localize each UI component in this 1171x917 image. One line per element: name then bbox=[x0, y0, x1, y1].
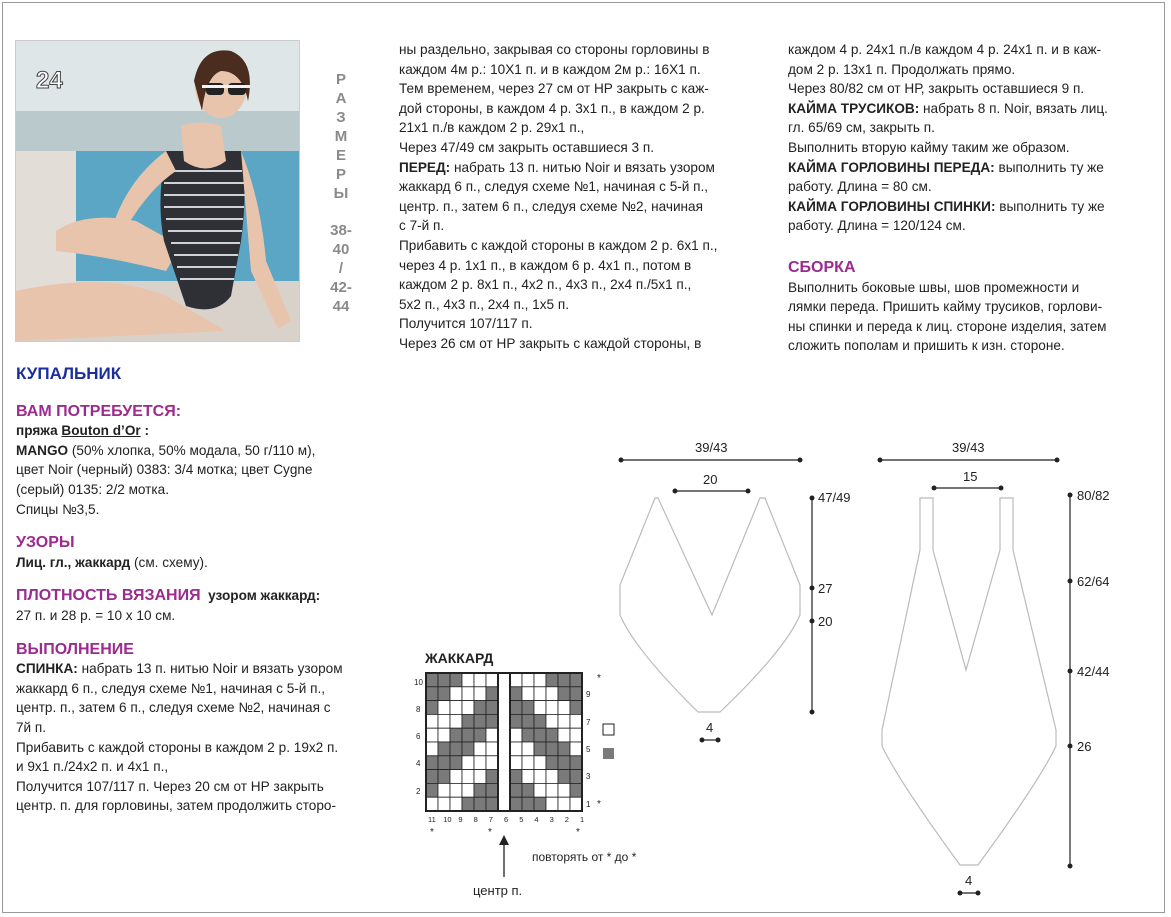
height-label: 62/64 bbox=[1077, 574, 1110, 589]
row-label: * bbox=[597, 799, 601, 810]
height-label: 20 bbox=[818, 614, 833, 629]
chart-cell bbox=[486, 673, 498, 687]
article-title: КУПАЛЬНИК bbox=[16, 364, 122, 383]
chart-cell bbox=[462, 673, 474, 687]
chart-cell bbox=[534, 701, 546, 715]
size-value: 44 bbox=[332, 298, 350, 315]
density-line: ПЛОТНОСТЬ ВЯЗАНИЯ узором жаккард: bbox=[16, 587, 321, 605]
width-label: 39/43 bbox=[695, 440, 728, 455]
chart-cell bbox=[462, 797, 474, 811]
back-text: и 9x1 п./24x2 п. и 4x1 п., bbox=[16, 759, 169, 775]
neck-label: 15 bbox=[963, 469, 978, 484]
row-label: 7 bbox=[586, 718, 591, 727]
chart-cell bbox=[558, 687, 570, 701]
chart-cell bbox=[546, 687, 558, 701]
chart-cell bbox=[546, 756, 558, 770]
chart-cell bbox=[510, 714, 522, 728]
front-piece-outline bbox=[620, 498, 800, 712]
text-line: Прибавить с каждой стороны в каждом 2 р. 6x1 п., bbox=[399, 237, 718, 253]
front-text: ПЕРЕД: набрать 13 п. нитью Noir и вязать узором bbox=[399, 159, 715, 175]
chart-cell bbox=[438, 714, 450, 728]
chart-cell bbox=[570, 701, 582, 715]
chart-cell bbox=[474, 770, 486, 784]
chart-cell bbox=[558, 783, 570, 797]
height-label: 27 bbox=[818, 581, 833, 596]
height-label: 80/82 bbox=[1077, 488, 1110, 503]
chart-cell bbox=[438, 742, 450, 756]
back-text: Получится 107/117 п. Через 20 см от НР закрыть bbox=[16, 778, 324, 794]
chart-cell bbox=[450, 783, 462, 797]
chart-cell bbox=[522, 728, 534, 742]
chart-cell bbox=[522, 783, 534, 797]
chart-cell bbox=[534, 797, 546, 811]
text-line: с 7-й п. bbox=[399, 218, 445, 234]
needles-line: Спицы №3,5. bbox=[16, 501, 100, 517]
chart-grid-left bbox=[426, 673, 498, 811]
crotch-label: 4 bbox=[706, 720, 714, 735]
chart-cell bbox=[450, 673, 462, 687]
column-label: 5 bbox=[519, 815, 524, 824]
text-line: сложить пополам и пришить к изн. стороне. bbox=[788, 338, 1065, 354]
sizes-label bbox=[326, 70, 356, 316]
height-label: 42/44 bbox=[1077, 664, 1110, 679]
size-value: / bbox=[338, 260, 344, 277]
chart-cell bbox=[570, 783, 582, 797]
chart-cell bbox=[486, 770, 498, 784]
chart-cell bbox=[546, 728, 558, 742]
chart-cell bbox=[534, 756, 546, 770]
chart-cell bbox=[510, 770, 522, 784]
chart-cell bbox=[438, 797, 450, 811]
chart-cell bbox=[546, 797, 558, 811]
chart-cell bbox=[438, 783, 450, 797]
chart-cell bbox=[462, 756, 474, 770]
chart-cell bbox=[462, 687, 474, 701]
chart-cell bbox=[426, 742, 438, 756]
chart-cell bbox=[558, 728, 570, 742]
back-text: 7й п. bbox=[16, 719, 47, 735]
text-line: Через 26 см от НР закрыть с каждой стороны, в bbox=[399, 335, 702, 351]
chart-cell bbox=[534, 783, 546, 797]
size-value: 38- bbox=[330, 222, 352, 239]
chart-cell bbox=[438, 770, 450, 784]
chart-cell bbox=[558, 770, 570, 784]
chart-title: ЖАККАРД bbox=[425, 650, 494, 666]
column-label: 7 bbox=[488, 815, 493, 824]
chart-cell bbox=[534, 728, 546, 742]
column-label: 10 bbox=[443, 815, 452, 824]
chart-cell bbox=[570, 742, 582, 756]
back-text: центр. п., затем 6 п., следуя схеме №2, начиная с bbox=[16, 700, 331, 716]
back-text: жаккард 6 п., следуя схеме №1, начиная с 5-й п., bbox=[16, 680, 326, 696]
chart-cell bbox=[570, 714, 582, 728]
chart-cell bbox=[570, 770, 582, 784]
chart-cell bbox=[462, 770, 474, 784]
chart-cell bbox=[474, 714, 486, 728]
chart-cell bbox=[474, 756, 486, 770]
sizes-letter: Ы bbox=[333, 185, 349, 202]
colors-line: (серый) 0135: 2/2 мотка. bbox=[16, 481, 169, 497]
chart-cell bbox=[450, 687, 462, 701]
chart-cell bbox=[534, 687, 546, 701]
chart-cell bbox=[438, 673, 450, 687]
chart-cell bbox=[438, 728, 450, 742]
chart-cell bbox=[426, 797, 438, 811]
colors-line: цвет Noir (черный) 0383: 3/4 мотка; цвет Cygne bbox=[16, 462, 313, 478]
chart-cell bbox=[426, 783, 438, 797]
column-label: 4 bbox=[534, 815, 539, 824]
front-schematic bbox=[600, 430, 860, 760]
text-line: ны раздельно, закрывая со стороны горловины в bbox=[399, 42, 710, 57]
back-piece-outline bbox=[882, 498, 1056, 865]
chart-cell bbox=[474, 673, 486, 687]
text-line: лямки переда. Пришить кайму трусиков, горлови- bbox=[788, 299, 1103, 315]
chart-cell bbox=[450, 756, 462, 770]
column-label: 3 bbox=[549, 815, 554, 824]
chart-cell bbox=[522, 714, 534, 728]
patterns-line: Лиц. гл., жаккард (см. схему). bbox=[16, 554, 208, 570]
sizes-letter: Р bbox=[335, 71, 346, 88]
text-line: Получится 107/117 п. bbox=[399, 316, 533, 332]
text-line: каждом 2 р. 8x1 п., 4x2 п., 4x3 п., 2x4 п./5x1 п., bbox=[399, 277, 692, 293]
right-column bbox=[788, 40, 1150, 356]
repeat-marker: * bbox=[488, 827, 492, 838]
chart-cell bbox=[486, 701, 498, 715]
row-label: 10 bbox=[414, 678, 423, 687]
row-label: 5 bbox=[586, 745, 591, 754]
chart-cell bbox=[474, 742, 486, 756]
chart-cell bbox=[486, 742, 498, 756]
row-label: 9 bbox=[586, 690, 591, 699]
chart-cell bbox=[462, 742, 474, 756]
mango-line: MANGO (50% хлопка, 50% модала, 50 г/110 м), bbox=[16, 442, 316, 458]
chart-cell bbox=[474, 687, 486, 701]
chart-cell bbox=[510, 756, 522, 770]
chart-cell bbox=[546, 701, 558, 715]
chart-cell bbox=[450, 701, 462, 715]
row-label: 3 bbox=[586, 772, 591, 781]
text-line: центр. п., затем 6 п., следуя схеме №2, начиная bbox=[399, 198, 703, 214]
center-text: центр п. bbox=[473, 883, 523, 898]
row-label: 6 bbox=[416, 732, 421, 741]
back-neck-text: КАЙМА ГОРЛОВИНЫ СПИНКИ: выполнить ту же bbox=[788, 198, 1105, 214]
chart-cell bbox=[450, 770, 462, 784]
chart-cell bbox=[522, 701, 534, 715]
chart-cell bbox=[426, 701, 438, 715]
chart-cell bbox=[558, 756, 570, 770]
chart-cell bbox=[534, 770, 546, 784]
chart-cell bbox=[474, 797, 486, 811]
crotch-label: 4 bbox=[965, 873, 973, 888]
chart-cell bbox=[486, 687, 498, 701]
text-line: Выполнить вторую кайму таким же образом. bbox=[788, 139, 1070, 155]
chart-cell bbox=[510, 687, 522, 701]
column-label: 2 bbox=[564, 815, 569, 824]
repeat-text: повторять от * до * bbox=[532, 850, 637, 864]
chart-cell bbox=[510, 673, 522, 687]
patterns-heading: УЗОРЫ bbox=[16, 534, 75, 552]
chart-cell bbox=[558, 673, 570, 687]
chart-cell bbox=[522, 756, 534, 770]
row-label: * bbox=[597, 673, 601, 684]
chart-cell bbox=[462, 728, 474, 742]
row-label: 4 bbox=[416, 759, 421, 768]
execution-heading: ВЫПОЛНЕНИЕ bbox=[16, 640, 134, 658]
center-column bbox=[498, 673, 510, 811]
sizes-letter: Р bbox=[335, 166, 346, 183]
density-value: 27 п. и 28 р. = 10 х 10 см. bbox=[16, 607, 176, 623]
text-line: каждом 4 р. 24x1 п./в каждом 4 р. 24x1 п. и в каж- bbox=[788, 42, 1102, 57]
chart-cell bbox=[474, 783, 486, 797]
chart-cell bbox=[546, 714, 558, 728]
chart-cell bbox=[570, 673, 582, 687]
text-line: гл. 65/69 см, закрыть п. bbox=[788, 120, 935, 136]
chart-cell bbox=[462, 701, 474, 715]
chart-cell bbox=[522, 770, 534, 784]
chart-cell bbox=[474, 701, 486, 715]
height-label: 26 bbox=[1077, 739, 1092, 754]
chart-cell bbox=[546, 770, 558, 784]
sizes-letter: А bbox=[335, 90, 347, 107]
yarn-line: пряжа Bouton d’Or : bbox=[16, 423, 150, 439]
sizes-letter: М bbox=[334, 128, 348, 145]
text-line: ны спинки и переда к лиц. стороне изделия, затем bbox=[788, 318, 1107, 334]
chart-cell bbox=[570, 756, 582, 770]
chart-cell bbox=[486, 797, 498, 811]
chart-cell bbox=[510, 742, 522, 756]
column-label: 8 bbox=[473, 815, 478, 824]
arrow-head-icon bbox=[499, 835, 509, 845]
text-line: Тем временем, через 27 см от НР закрыть с каж- bbox=[399, 81, 709, 97]
chart-cell bbox=[510, 701, 522, 715]
size-value: 42- bbox=[330, 279, 352, 296]
text-line: Через 47/49 см закрыть оставшиеся 3 п. bbox=[399, 139, 655, 155]
text-line: через 4 р. 1x1 п., в каждом 6 р. 4x1 п., потом в bbox=[399, 257, 692, 273]
chart-cell bbox=[486, 783, 498, 797]
chart-cell bbox=[534, 673, 546, 687]
chart-cell bbox=[462, 783, 474, 797]
chart-cell bbox=[450, 742, 462, 756]
column-labels bbox=[428, 815, 584, 824]
chart-cell bbox=[438, 687, 450, 701]
height-label: 47/49 bbox=[818, 490, 851, 505]
chart-cell bbox=[450, 728, 462, 742]
front-neck-text: КАЙМА ГОРЛОВИНЫ ПЕРЕДА: выполнить ту же bbox=[788, 159, 1104, 175]
chart-cell bbox=[522, 673, 534, 687]
column-label: 11 bbox=[428, 815, 436, 824]
text-line: каждом 4м р.: 10X1 п. и в каждом 2м р.: 16X1 п. bbox=[399, 61, 701, 77]
chart-cell bbox=[462, 714, 474, 728]
chart-grid-right bbox=[510, 673, 582, 811]
text-line: Выполнить боковые швы, шов промежности и bbox=[788, 279, 1080, 295]
middle-column bbox=[399, 40, 761, 354]
row-label: 2 bbox=[416, 787, 421, 796]
chart-cell bbox=[522, 687, 534, 701]
repeat-marker: * bbox=[430, 827, 434, 838]
assembly-heading: СБОРКА bbox=[788, 258, 856, 276]
chart-cell bbox=[570, 728, 582, 742]
chart-cell bbox=[450, 714, 462, 728]
chart-cell bbox=[474, 728, 486, 742]
chart-cell bbox=[534, 714, 546, 728]
text-line: дой стороны, в каждом 4 р. 3x1 п., в каждом 2 р. bbox=[399, 100, 705, 116]
chart-cell bbox=[546, 783, 558, 797]
back-schematic bbox=[870, 430, 1140, 910]
neck-label: 20 bbox=[703, 472, 718, 487]
sizes-letter: З bbox=[336, 109, 346, 126]
left-column bbox=[16, 364, 376, 816]
chart-cell bbox=[522, 742, 534, 756]
width-label: 39/43 bbox=[952, 440, 985, 455]
chart-cell bbox=[426, 687, 438, 701]
chart-cell bbox=[558, 797, 570, 811]
chart-cell bbox=[486, 756, 498, 770]
chart-cell bbox=[546, 742, 558, 756]
chart-cell bbox=[558, 742, 570, 756]
chart-cell bbox=[426, 728, 438, 742]
row-label: 8 bbox=[416, 705, 421, 714]
chart-cell bbox=[546, 673, 558, 687]
chart-cell bbox=[534, 742, 546, 756]
chart-cell bbox=[570, 797, 582, 811]
column-label: 9 bbox=[458, 815, 463, 824]
chart-cell bbox=[510, 797, 522, 811]
chart-cell bbox=[426, 673, 438, 687]
back-text: СПИНКА: набрать 13 п. нитью Noir и вязать узором bbox=[16, 661, 343, 677]
text-line: 21x1 п./в каждом 2 р. 29x1 п., bbox=[399, 120, 585, 136]
text-line: работу. Длина = 120/124 см. bbox=[788, 218, 966, 234]
chart-cell bbox=[522, 797, 534, 811]
chart-cell bbox=[558, 701, 570, 715]
column-label: 6 bbox=[504, 815, 509, 824]
model-photo bbox=[15, 40, 300, 342]
chart-cell bbox=[438, 701, 450, 715]
repeat-marker: * bbox=[576, 827, 580, 838]
back-text: центр. п. для горловины, затем продолжить сторо- bbox=[16, 798, 336, 814]
chart-cell bbox=[426, 756, 438, 770]
chart-cell bbox=[558, 714, 570, 728]
text-line: работу. Длина = 80 см. bbox=[788, 179, 932, 195]
row-label: 1 bbox=[586, 800, 591, 809]
chart-cell bbox=[426, 714, 438, 728]
chart-cell bbox=[450, 797, 462, 811]
text-line: Через 80/82 см от НР, закрыть оставшиеся 9 п. bbox=[788, 81, 1085, 97]
chart-cell bbox=[426, 770, 438, 784]
chart-cell bbox=[510, 728, 522, 742]
trim-text: КАЙМА ТРУСИКОВ: набрать 8 п. Noir, вязать лиц. bbox=[788, 100, 1108, 116]
chart-cell bbox=[570, 687, 582, 701]
chart-cell bbox=[486, 714, 498, 728]
chart-cell bbox=[438, 756, 450, 770]
materials-heading: ВАМ ПОТРЕБУЕТСЯ: bbox=[16, 402, 182, 420]
photo-number: 24 bbox=[36, 67, 63, 94]
text-line: жаккард 6 п., следуя схеме №1, начиная с 5-й п., bbox=[399, 179, 709, 195]
back-text: Прибавить с каждой стороны в каждом 2 р. 19x2 п. bbox=[16, 739, 339, 755]
sizes-letter: Е bbox=[335, 147, 346, 164]
text-line: 5x2 п., 4x3 п., 2x4 п., 1x5 п. bbox=[399, 296, 569, 312]
size-value: 40 bbox=[332, 241, 350, 258]
text-line: дом 2 р. 13x1 п. Продолжать прямо. bbox=[788, 61, 1016, 77]
column-label: 1 bbox=[580, 815, 585, 824]
chart-cell bbox=[510, 783, 522, 797]
chart-cell bbox=[486, 728, 498, 742]
